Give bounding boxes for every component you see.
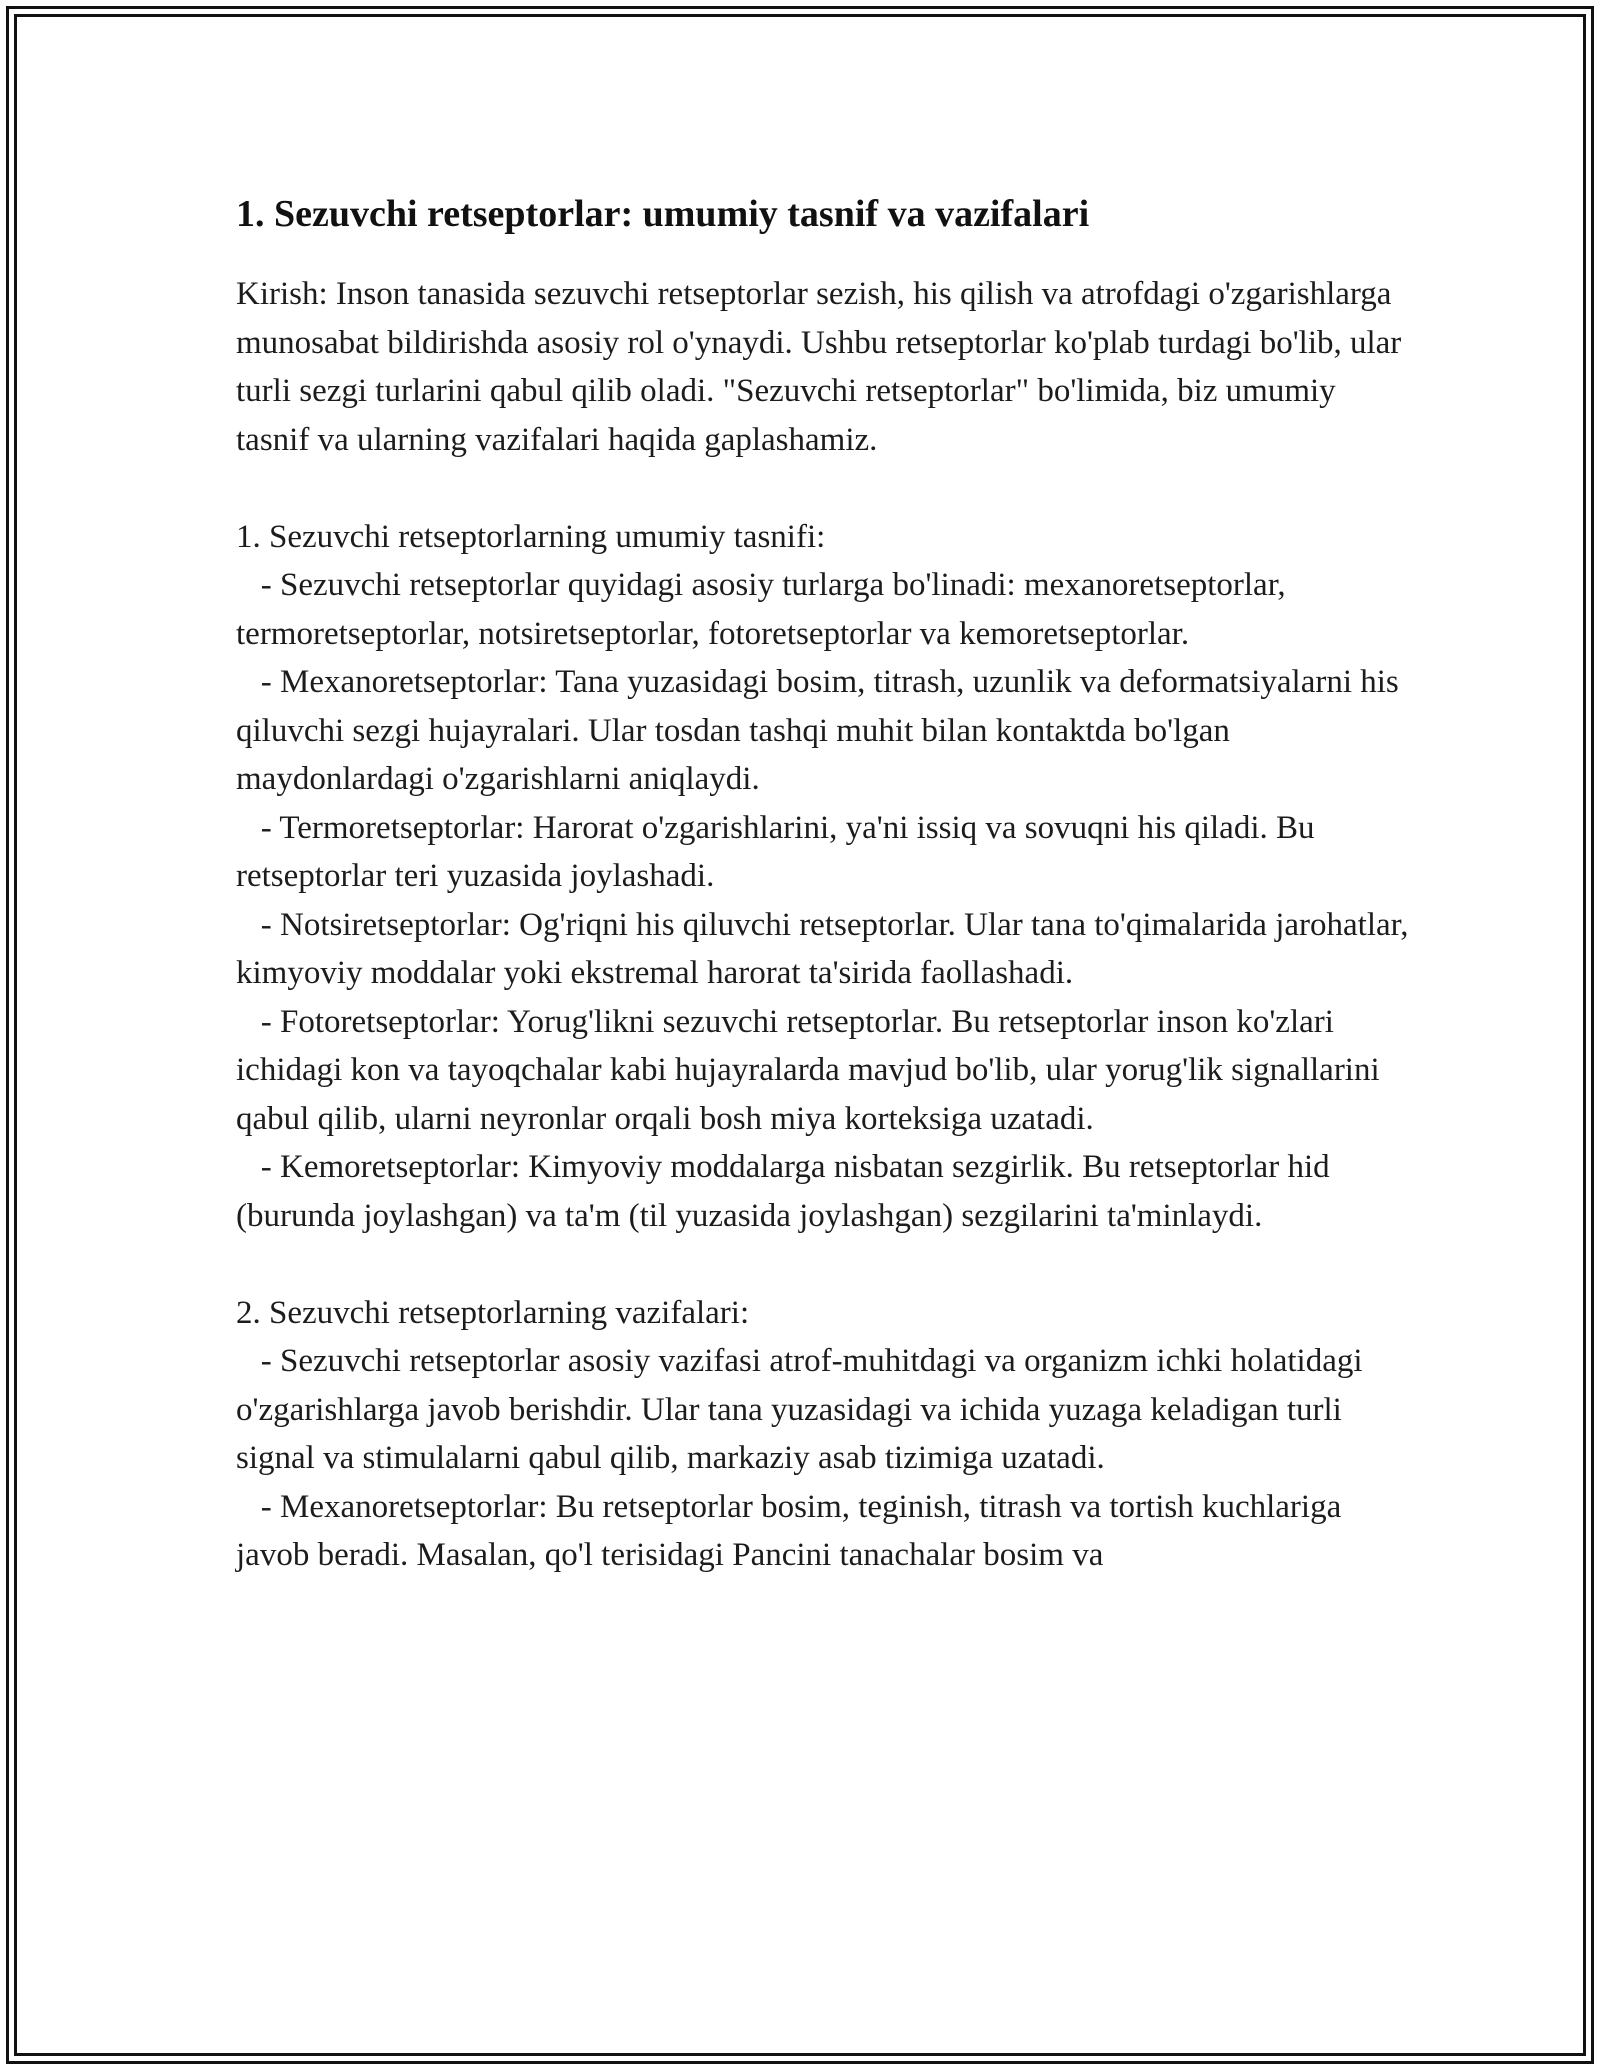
list-item: - Mexanoretseptorlar: Bu retseptorlar bosim, teginish, titrash va tortish kuchlariga javob beradi. Masalan, qo'l terisidagi Pancini tanachalar bosim va: [236, 1488, 1350, 1573]
list-item: - Mexanoretseptorlar: Tana yuzasidagi bosim, titrash, uzunlik va deformatsiyalarni his qiluvchi sezgi hujayralari. Ular tosdan tashqi muhit bilan kontaktda bo'lgan maydonlardagi o'zgarishlarni aniqlaydi.: [236, 664, 1408, 797]
paragraph-spacer: [236, 464, 1416, 513]
list-item: - Sezuvchi retseptorlar quyidagi asosiy turlarga bo'linadi: mexanoretseptorlar, termoretseptorlar, notsiretseptorlar, fotoretseptorlar va kemoretseptorlar.: [236, 567, 1294, 652]
document-title: 1. Sezuvchi retseptorlar: umumiy tasnif va vazifalari: [236, 193, 1090, 235]
list-item: - Notsiretseptorlar: Og'riqni his qiluvchi retseptorlar. Ular tana to'qimalarida jarohatlar, kimyoviy moddalar yoki ekstremal harorat ta'sirida faollashadi.: [236, 906, 1417, 991]
list-item: - Fotoretseptorlar: Yorug'likni sezuvchi retseptorlar. Bu retseptorlar inson ko'zlari ichidagi kon va tayoqchalar kabi hujayralarda mavjud bo'lib, ular yorug'lik signallarini qabul qilib, ularni neyronlar orqali bosh miya korteksiga uzatadi.: [236, 1003, 1388, 1137]
intro-paragraph: Kirish: Inson tanasida sezuvchi retseptorlar sezish, his qilish va atrofdagi o'zgarishlarga munosabat bildirishda asosiy rol o'ynaydi. Ushbu retseptorlar ko'plab turdagi bo'lib, ular turli sezgi turlarini qabul qilib oladi. "Sezuvchi retseptorlar" bo'limida, biz umumiy tasnif va ularning vazifalari haqida gaplashamiz.: [236, 276, 1410, 458]
list-item: - Termoretseptorlar: Harorat o'zgarishlarini, ya'ni issiq va sovuqni his qiladi. Bu retseptorlar teri yuzasida joylashadi.: [236, 809, 1323, 894]
section-functions: [236, 1289, 1416, 1580]
document-body: [236, 186, 1416, 1580]
section-classification: [236, 513, 1416, 1241]
paragraph-spacer: [236, 1240, 1416, 1289]
list-item: - Sezuvchi retseptorlar asosiy vazifasi atrof-muhitdagi va organizm ichki holatidagi o'zgarishlarga javob berishdir. Ular tana yuzasidagi va ichida yuzaga keladigan turli signal va stimulalarni qabul qilib, markaziy asab tizimiga uzatadi.: [236, 1343, 1371, 1476]
section-heading: 2. Sezuvchi retseptorlarning vazifalari:: [236, 1294, 750, 1331]
section-heading: 1. Sezuvchi retseptorlarning umumiy tasnifi:: [236, 518, 826, 555]
list-item: - Kemoretseptorlar: Kimyoviy moddalarga nisbatan sezgirlik. Bu retseptorlar hid (burunda joylashgan) va ta'm (til yuzasida joylashgan) sezgilarini ta'minlaydi.: [236, 1149, 1338, 1234]
